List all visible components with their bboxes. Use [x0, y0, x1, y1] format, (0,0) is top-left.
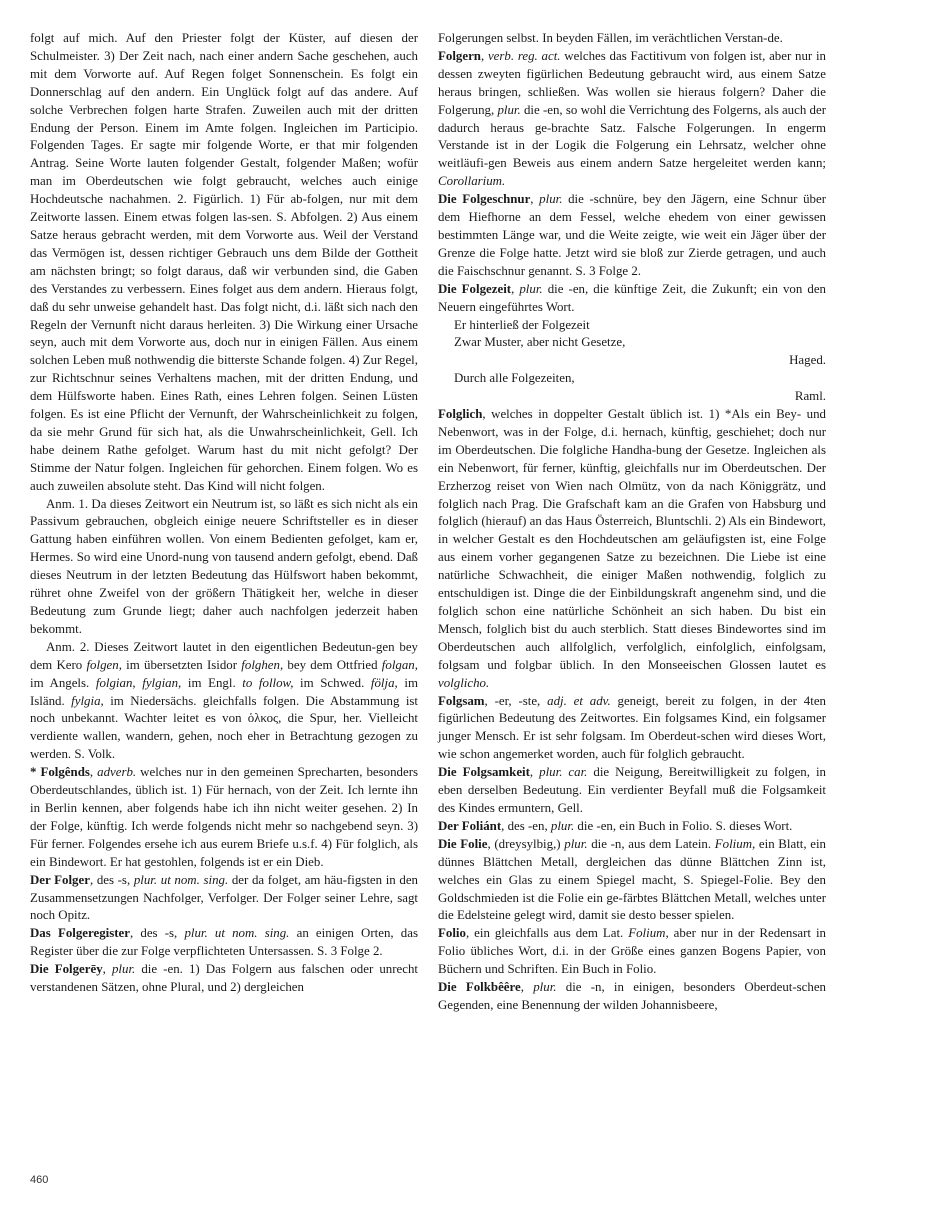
right_column-entry: Die Folgsamkeit, plur. car. die Neigung, Bereitwilligkeit zu folgen, in eben derselben Bedeutung. Ein verdienter Beyfall muß die Folgsamkeit des Kindes ermuntern, Gell.	[438, 765, 826, 815]
right_column-entry: Der Foliánt, des -en, plur. die -en, ein Buch in Folio. S. dieses Wort.	[438, 818, 793, 833]
left_column-entry: folgt auf mich. Auf den Priester folgt der Küster, auf diesen der Schulmeister. 3) Der Zeit nach, nach einer andern Sache geschehen, auch mit dem Vorworte auf. Auf Regen folget Sonnenschein. Es folgt ein Donnerschlag auf den andern. Ein Unglück folgt auf das andere. Auf solche Verbrechen folgen harte Strafen. Zuweilen auch mit der dritten Endung der Person. Einem im Amte folgen. Ingleichen im Participio. Folgenden Tages. Er sagte mir folgende Worte, er that mir folgenden Antrag. Seine Worte lauten folgender Gestalt, folgender Maßen; wofür man im Oberdeutschen wie folgt gebraucht, welches auch einige Hochdeutsche nachahmen. 2. Figürlich. 1) Für ab-folgen, nur mit dem Zeitworte lassen. Einem etwas folgen las-sen. S. Abfolgen. 2) Aus einem Satze heraus gebracht werden, mit dem Vorworte aus. Weil der Verstand das Vermögen ist, dessen richtiger Gebrauch uns dem Bilde der Gottheit am nächsten bringt; so folgt daraus, daß wir verbunden sind, die Gaben des Verstandes zu verbessern. Eines folget aus dem andern. Hieraus folgt, daß du sehr unweise gehandelt hast. Das folgt nicht, d.i. läßt sich nach den Regeln der Vernunft nicht daraus herleiten. 3) Die Wirkung einer Ursache seyn, auch mit dem Vorworte aus, doch nur in einigen Fällen. Aus einem solchen Leben muß nothwendig die bitterste Schande folgen. 4) Zur Regel, zur Richtschnur seines Verhaltens machen, mit der dritten Endung, und dem Hülfsworte haben. Eines Rath, eines Lehren folgen. Seinen Lüsten folgen. Es ist eine Pflicht der Vernunft, der Wahrscheinlichkeit zu folgen, da sie mehr Grund für sich hat, als die Unwahrscheinlichkeit, Gell. Ich habe deinem Rathe gefolget. Warum hast du mit nicht gefolgt? Der Stimme der Natur folgen. Ingleichen für gehorchen. Einem folgen. Wo es auch zuweilen absolute steht. Das Kind will nicht folgen.	[30, 31, 418, 493]
left-column	[30, 30, 418, 997]
right-column	[438, 30, 826, 1015]
left_column-entry: Anm. 2. Dieses Zeitwort lautet in den eigentlichen Bedeutun-gen bey dem Kero folgen, im übersetzten Isidor folghen, bey dem Ottfried folgan, im Angels. folgian, fylgian, im Engl. to follow, im Schwed. följa, im Isländ. fylgia, im Niedersächs. gleichfalls folgen. Die Abstammung ist noch unbekannt. Wachter leitet es von ὁλκος, die Spur, her. Vielleicht verdiente wallen, wandern, gehen, noch eher in Betrachtung gezogen zu werden. S. Volk.	[30, 639, 418, 762]
right_column-entry: Folglich, welches in doppelter Gestalt üblich ist. 1) *Als ein Bey- und Nebenwort, was in der Folge, d.i. hernach, künftig, geschiehet; doch nur im Oberdeutschen. Die folgliche Handha-bung der Gesetze. Ingleichen als ein Nebenwort, für ferner, künftig, gleichfalls nur im Oberdeutschen. Der Erzherzog reiset von Wien nach Olmütz, von da nach Königgrätz, und folglich nach Prag. Die Grafschaft kam an die Grafen von Habsburg und folglich (hierauf) an das Haus Österreich, Bluntschli. 2) Als ein Bindewort, in welcher Gestalt es den Hochdeutschen am geläufigsten ist, eine Folge aus einem vorher gegangenen Satze zu bezeichnen. Die Liebe ist eine natürliche Schwachheit, die einiger Maßen nothwendig, folglich zu entschuldigen ist. Dinge die der Einbildungskraft angenehm sind, und die folglich schon eine natürliche Schönheit an sich haben. Du bist ein Mensch, folglich bist du auch sterblich. Statt dieses Bindewortes sind im Oberdeutschen auch allfolglich, verfolglich, einfolglich, einfolgsam, folgsam und folgbar üblich. In den Monseeischen Glossen lautet es volglicho.	[438, 407, 826, 690]
right_column-entry: Die Folkbêêre, plur. die -n, in einigen, besonders Oberdeut-schen Gegenden, eine Benennung der wilden Johannisbeere,	[438, 980, 826, 1012]
right_column-entry: Durch alle Folgezeiten,	[454, 371, 575, 386]
right_column-entry: Folgsam, -er, -ste, adj. et adv. geneigt, bereit zu folgen, in der 4ten figürlichen Bedeutung des Zeitwortes. Ein folgsames Kind, ein folgsamer junger Mensch. Er ist sehr folgsam. Im Oberdeut-schen wird dieses Wort, wie schon angemerket worden, auch für folglich gebraucht.	[438, 693, 826, 762]
left_column-entry: * Folgênds, adverb. welches nur in den gemeinen Sprecharten, besonders Oberdeutschlandes, üblich ist. 1) Für hernach, von der Zeit. Ich lernte ihn in Berlin kennen, aber folgends habe ich ihn nicht weiter gesehen. 2) In der Folge, künftig. Ich werde folgends nicht mehr so nachgebend seyn. 3) Für ferner. Folgendes ersehe ich aus eurem Briefe u.s.f. 4) Für folglich, als ein Bindewort. Er hat gestohlen, folgends ist er ein Dieb.	[30, 765, 418, 869]
right_column-entry: Folio, ein gleichfalls aus dem Lat. Folium, aber nur in der Redensart in Folio übliches Wort, d.i. in der Größe eines ganzen Bogens Papier, von Büchern und Schriften. Ein Buch in Folio.	[438, 926, 826, 977]
right_column-entry: Zwar Muster, aber nicht Gesetze,	[454, 335, 626, 350]
right_column-entry: Haged.	[789, 353, 826, 368]
right_column-entry: Die Folie, (dreysylbig,) plur. die -n, aus dem Latein. Folium, ein Blatt, ein dünnes Blättchen Metall, dergleichen das dünne Blättchen Zinn ist, welches ein Glas zu einem Spiegel macht, S. Spiegel-Folie. Bey den Goldschmieden ist die Folie ein ge-färbtes Blättchen Metall, welches unter die Edelsteine gelegt wird, damit sie desto besser spielen.	[438, 836, 826, 923]
left_column-entry: Anm. 1. Da dieses Zeitwort ein Neutrum ist, so läßt es sich nicht als ein Passivum gebrauchen, obgleich einige neuere Schriftsteller es in dieser Gattung haben einführen wollen. Von einem Bedienten gefolget, kam er, Hermes. So wird eine Unord-nung von tausend andern gefolgt, ebend. Daß dieses Neutrum in der letzten Bedeutung das Hülfswort haben bekommt, rühret ohne Zweifel von der größern Thätigkeit her, welche in dieser Bedeutung zum Grunde liegt; daher auch nachfolgen jederzeit haben bekommt.	[30, 496, 418, 636]
right_column-entry: Folgerungen selbst. In beyden Fällen, im verächtlichen Verstan-de.	[438, 31, 783, 45]
right_column-entry: Die Folgeschnur, plur. die -schnüre, bey den Jägern, eine Schnur über dem Hiefhorne an dem Fessel, welche ehedem von einer gewissen bestimmten Länge war, und die Weite zeigte, wie weit ein Jäger über der Grenze die Folge hatte. Jetzt wird sie bloß zur Zierde getragen, und auch die Faischschnur genannt. S. 3 Folge 2.	[438, 192, 826, 278]
right_column-entry: Er hinterließ der Folgezeit	[454, 317, 590, 332]
right_column-entry: Raml.	[794, 389, 826, 404]
right_column-entry: Die Folgezeit, plur. die -en, die künftige Zeit, die Zukunft; ein von den Neuern eingeführtes Wort.	[438, 281, 826, 314]
right_column-entry: Folgern, verb. reg. act. welches das Factitivum von folgen ist, aber nur in dessen zweyten figürlichen Bedeutung gebraucht wird, aus einem Satze heraus bringen, schließen. Was wollen sie hieraus folgern? Daher die Folgerung, plur. die -en, so wohl die Verrichtung des Folgerns, als auch der dadurch heraus ge-brachte Satz. Falsche Folgerungen. In engerm Verstande ist in der Logik die Folgerung ein Lehrsatz, welcher ohne weitläufi-gen Beweis aus einem andern Satze hergeleitet werden kann; Corollarium.	[438, 48, 826, 189]
left_column-entry: Die Folgerēy, plur. die -en. 1) Das Folgern aus falschen oder unrecht verstandenen Sätzen, ohne Plural, und 2) dergleichen	[30, 962, 418, 995]
left_column-entry: Das Folgeregister, des -s, plur. ut nom. sing. an einigen Orten, das Register über die zur Folge verpflichteten Untersassen. S. 3 Folge 2.	[30, 926, 418, 959]
left_column-entry: Der Folger, des -s, plur. ut nom. sing. der da folget, am häu-figsten in den Zusammensetzungen Nachfolger, Verfolger. Der Folger seiner Lehre, sagt noch Opitz.	[30, 872, 418, 923]
page-number: 460	[30, 1174, 49, 1186]
